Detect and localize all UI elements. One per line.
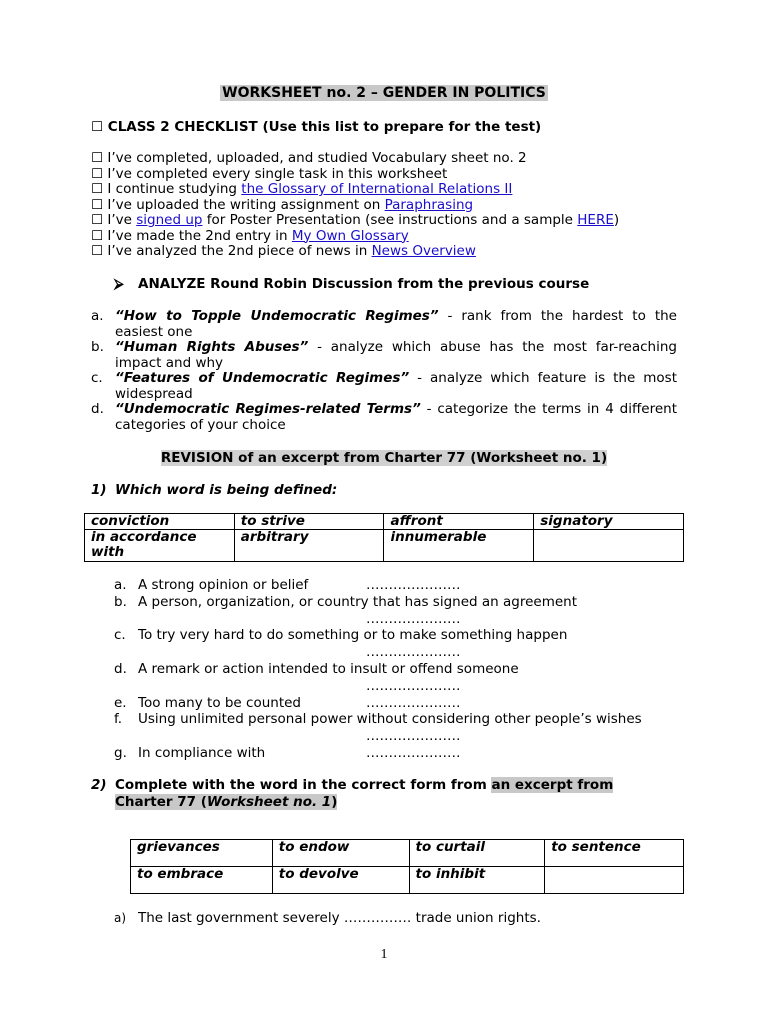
checklist-item[interactable]: ☐ I’ve completed every single task in this worksheet bbox=[91, 165, 448, 182]
analyze-item: c. “Features of Undemocratic Regimes” - analyze which feature is the most widespread bbox=[91, 370, 677, 402]
table-cell: to curtail bbox=[409, 840, 545, 867]
table-cell: grievances bbox=[131, 840, 273, 867]
table-cell: to devolve bbox=[272, 867, 409, 894]
question-2-heading: 2) Complete with the word in the correct form from an excerpt from Charter 77 (Worksheet no. 1) bbox=[91, 777, 614, 810]
table-cell: conviction bbox=[85, 514, 235, 530]
answer-blank[interactable]: ………………… bbox=[366, 677, 461, 694]
analyze-item: d. “Undemocratic Regimes-related Terms” - categorize the terms in 4 different categories of your choice bbox=[91, 401, 677, 433]
vocab-table-2 bbox=[130, 839, 684, 894]
table-cell: in accordance with bbox=[85, 530, 235, 562]
table-cell: to endow bbox=[272, 840, 409, 867]
arrowhead-bullet-icon: ⮚ bbox=[114, 276, 124, 292]
definition-item-blank-row bbox=[138, 728, 642, 745]
definition-item-blank-row bbox=[138, 678, 642, 695]
definition-item-blank-row bbox=[138, 611, 642, 628]
paraphrasing-link[interactable]: Paraphrasing bbox=[384, 196, 474, 213]
question-1-heading: 1) Which word is being defined: bbox=[91, 482, 338, 498]
definition-item: g. In compliance with ………………… bbox=[114, 744, 461, 761]
table-cell: to sentence bbox=[545, 840, 684, 867]
checklist-item[interactable]: ☐ I’ve signed up for Poster Presentation (see instructions and a sample HERE) bbox=[91, 212, 620, 228]
checklist-item[interactable]: ☐ I’ve made the 2nd entry in My Own Glossary bbox=[91, 227, 409, 244]
news-overview-link[interactable]: News Overview bbox=[371, 243, 476, 259]
vocab-table-1 bbox=[84, 513, 684, 562]
definition-item: b. A person, organization, or country that has signed an agreement bbox=[114, 593, 577, 610]
table-cell: to embrace bbox=[131, 867, 273, 894]
answer-blank[interactable]: ………………… bbox=[366, 744, 461, 761]
here-link[interactable]: HERE bbox=[577, 212, 614, 228]
own-glossary-link[interactable]: My Own Glossary bbox=[291, 227, 409, 244]
definition-item: a. A strong opinion or belief ………………… bbox=[114, 577, 461, 593]
table-cell: to inhibit bbox=[409, 867, 545, 894]
table-cell bbox=[545, 867, 684, 894]
page-number: 1 bbox=[380, 947, 388, 962]
exercise-sentence: a) The last government severely …………… trade union rights. bbox=[114, 910, 541, 926]
answer-blank[interactable]: ………………… bbox=[366, 694, 461, 711]
definition-item: e. Too many to be counted ………………… bbox=[114, 694, 461, 711]
worksheet-title: WORKSHEET no. 2 – GENDER IN POLITICS bbox=[222, 85, 546, 101]
checklist-item[interactable]: ☐ I continue studying the Glossary of International Relations II bbox=[91, 181, 513, 197]
definition-item: c. To try very hard to do something or to make something happen bbox=[114, 627, 568, 644]
revision-heading: REVISION of an excerpt from Charter 77 (Worksheet no. 1) bbox=[160, 450, 608, 466]
table-cell: arbitrary bbox=[234, 530, 384, 562]
checklist-heading: ☐ CLASS 2 CHECKLIST (Use this list to prepare for the test) bbox=[91, 119, 542, 135]
answer-blank[interactable]: ………………… bbox=[366, 610, 461, 627]
analyze-item: b. “Human Rights Abuses” - analyze which abuse has the most far-reaching impact and why bbox=[91, 339, 677, 371]
definitions-list bbox=[114, 577, 642, 762]
answer-blank[interactable]: ………………… bbox=[366, 728, 461, 745]
table-cell: affront bbox=[384, 514, 534, 530]
definition-item: f. Using unlimited personal power without considering other people’s wishes bbox=[114, 711, 642, 728]
definition-item: d. A remark or action intended to insult or offend someone bbox=[114, 660, 519, 677]
checklist-item[interactable]: ☐ I’ve completed, uploaded, and studied Vocabulary sheet no. 2 bbox=[91, 150, 527, 166]
checklist-item[interactable]: ☐ I’ve analyzed the 2nd piece of news in News Overview bbox=[91, 243, 476, 259]
glossary-ir-link[interactable]: the Glossary of International Relations II bbox=[241, 181, 513, 197]
analyze-item: a. “How to Topple Undemocratic Regimes” - rank from the hardest to the easiest one bbox=[91, 308, 677, 340]
answer-blank[interactable]: ………………… bbox=[366, 577, 461, 593]
signed-up-link[interactable]: signed up bbox=[136, 212, 203, 228]
table-cell: innumerable bbox=[384, 530, 534, 562]
answer-blank[interactable]: ………………… bbox=[366, 644, 461, 661]
checklist-item[interactable]: ☐ I’ve uploaded the writing assignment on Paraphrasing bbox=[91, 196, 474, 213]
analyze-heading: ⮚ ANALYZE Round Robin Discussion from the previous course bbox=[114, 276, 590, 292]
table-cell: to strive bbox=[234, 514, 384, 530]
definition-item-blank-row bbox=[138, 644, 642, 661]
table-cell: signatory bbox=[534, 514, 684, 530]
table-cell bbox=[534, 530, 684, 562]
